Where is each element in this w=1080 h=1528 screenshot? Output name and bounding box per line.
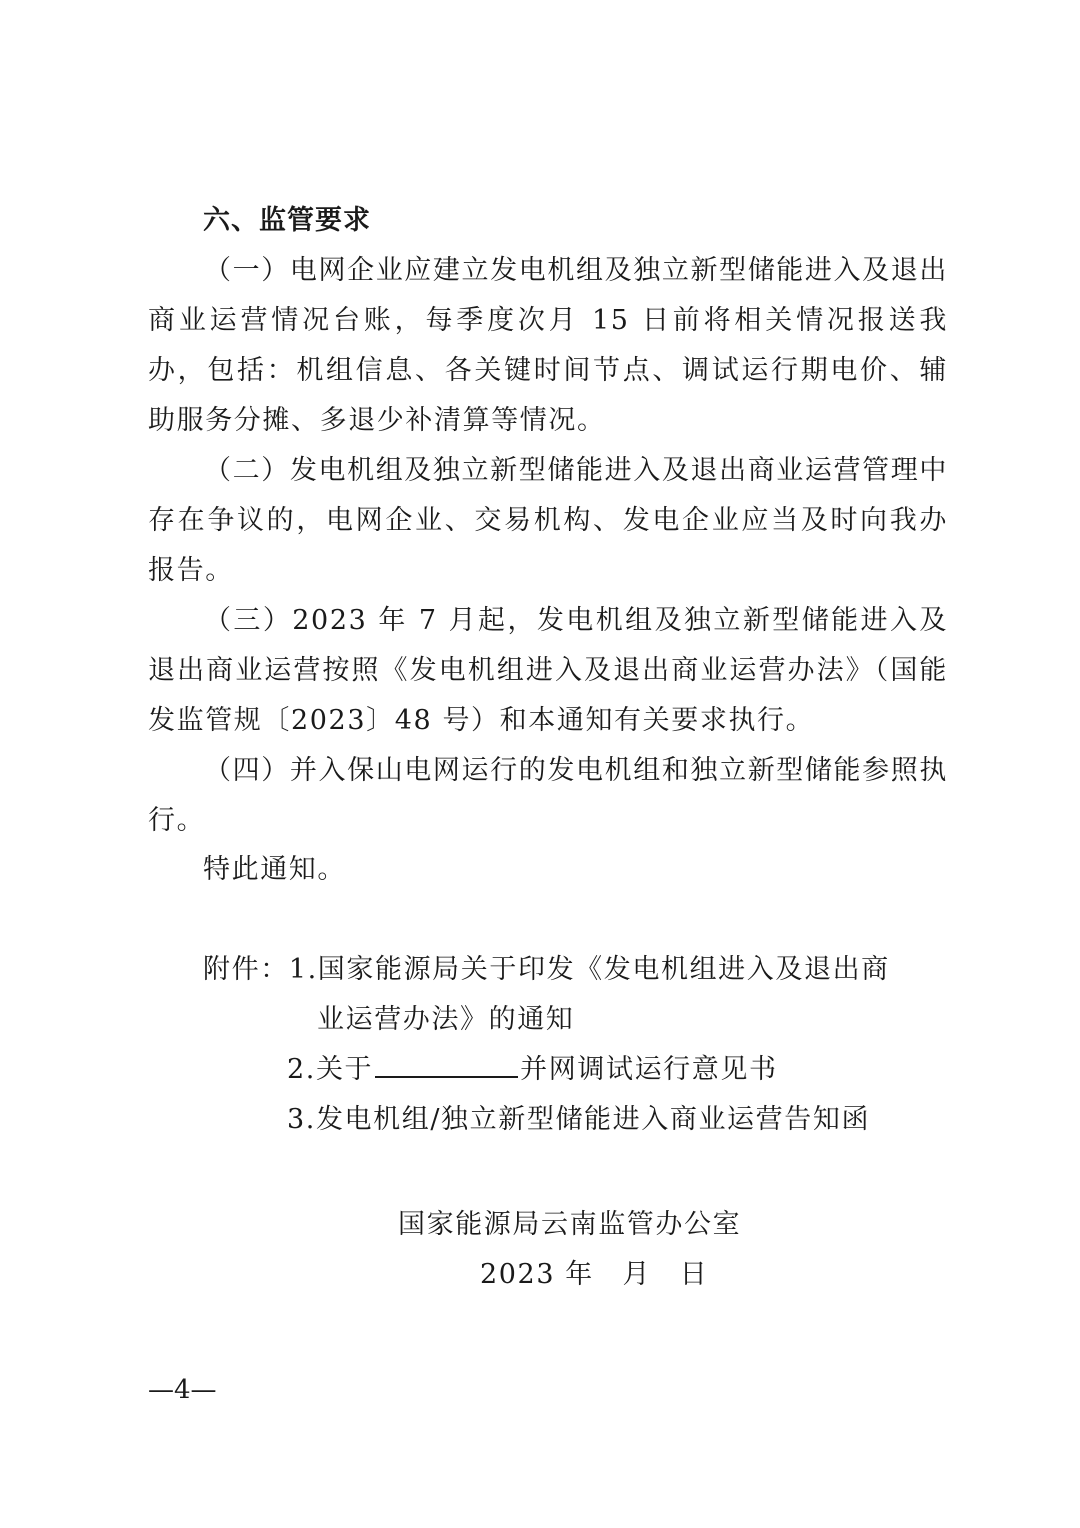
page-number: —4— — [148, 1375, 217, 1405]
paragraph-2-text: （二）发电机组及独立新型储能进入及退出商业运营管理中存在争议的，电网企业、交易机构、发电企业应当及时向我办报告。 — [148, 455, 948, 586]
attachment-item-2-prefix: 2.关于 — [287, 1054, 374, 1085]
attachment-item-2 — [287, 1045, 778, 1095]
fill-in-blank-line — [375, 1054, 518, 1078]
attachment-item-1 — [203, 945, 890, 995]
attachment-label: 附件： — [203, 954, 289, 985]
paragraph-4 — [148, 746, 948, 846]
section-heading: 六、监管要求 — [203, 205, 371, 236]
paragraph-1-text: （一）电网企业应建立发电机组及独立新型储能进入及退出商业运营情况台账，每季度次月 15 日前将相关情况报送我办，包括：机组信息、各关键时间节点、调试运行期电价、辅助服务分摊、多退少补清算等情况。 — [148, 255, 948, 436]
paragraph-2 — [148, 446, 948, 596]
signature-organization: 国家能源局云南监管办公室 — [398, 1209, 742, 1240]
paragraph-1 — [148, 246, 948, 446]
attachment-item-1-line-1: 1.国家能源局关于印发《发电机组进入及退出商 — [288, 954, 890, 985]
paragraph-4-text: （四）并入保山电网运行的发电机组和独立新型储能参照执行。 — [148, 755, 948, 836]
attachment-item-2-suffix: 并网调试运行意见书 — [520, 1054, 778, 1085]
paragraph-3 — [148, 596, 948, 746]
attachment-item-1-continued — [317, 995, 574, 1045]
attachment-item-3 — [287, 1095, 870, 1145]
attachment-item-3-text: 3.发电机组/独立新型储能进入商业运营告知函 — [287, 1104, 871, 1135]
signature-date: 2023 年 月 日 — [480, 1259, 709, 1290]
attachment-item-1-line-2: 业运营办法》的通知 — [317, 1004, 575, 1035]
paragraph-3-text: （三）2023 年 7 月起，发电机组及独立新型储能进入及退出商业运营按照《发电机组进入及退出商业运营办法》（国能发监管规〔2023〕48 号）和本通知有关要求执行。 — [148, 605, 948, 736]
closing-text: 特此通知。 — [203, 854, 346, 885]
